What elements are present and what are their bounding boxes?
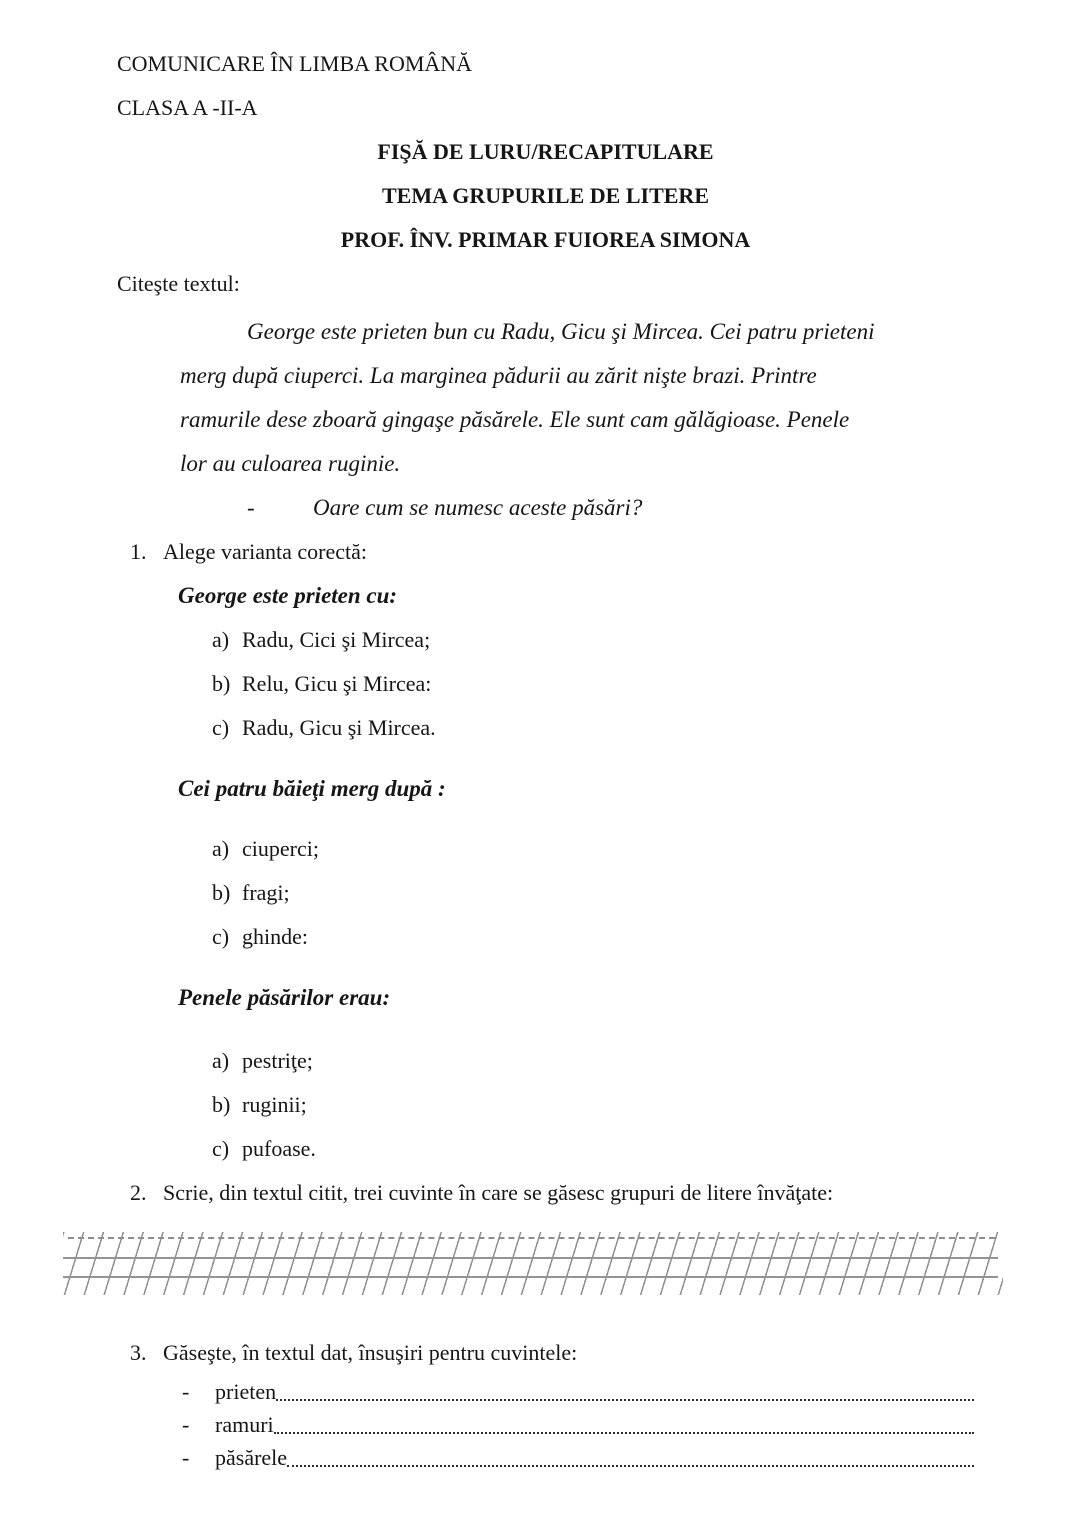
story-line: merg după ciuperci. La marginea pădurii au zărit nişte brazi. Printre bbox=[180, 363, 817, 388]
question-2-number: 2. bbox=[130, 1180, 147, 1205]
option-row bbox=[212, 1083, 974, 1127]
worksheet-topic: TEMA GRUPURILE DE LITERE bbox=[381, 183, 709, 208]
option-row bbox=[212, 618, 974, 662]
option-letter: b) bbox=[212, 1092, 231, 1117]
option-text: ciuperci; bbox=[242, 836, 319, 861]
handwriting-lines-area bbox=[63, 1232, 1003, 1295]
option-letter: c) bbox=[212, 715, 230, 740]
dialogue-text: Oare cum se numesc aceste păsări? bbox=[313, 495, 643, 520]
option-row bbox=[212, 662, 974, 706]
fill-in-word: păsărele bbox=[215, 1445, 288, 1470]
option-text: Radu, Gicu şi Mircea. bbox=[242, 715, 436, 740]
option-letter: c) bbox=[212, 924, 230, 949]
option-letter: b) bbox=[212, 671, 231, 696]
dialogue-dash: - bbox=[247, 495, 255, 520]
dotted-answer-line bbox=[287, 1465, 974, 1467]
fill-in-row bbox=[182, 1375, 974, 1408]
question-1 bbox=[117, 530, 974, 574]
fill-in-word: ramuri bbox=[215, 1412, 274, 1437]
class-label: CLASA A -II-A bbox=[117, 95, 258, 120]
question-3-number: 3. bbox=[130, 1340, 147, 1365]
option-text: ruginii; bbox=[242, 1092, 307, 1117]
teacher-name: PROF. ÎNV. PRIMAR FUIOREA SIMONA bbox=[340, 227, 751, 252]
question-3 bbox=[117, 1331, 974, 1375]
option-text: Radu, Cici şi Mircea; bbox=[242, 627, 431, 652]
story-line: ramurile dese zboară gingaşe păsărele. Ele sunt cam gălăgioase. Penele bbox=[180, 407, 850, 432]
fill-in-list bbox=[117, 1375, 974, 1474]
question-1-number: 1. bbox=[130, 539, 147, 564]
solid-guide-line bbox=[63, 1276, 998, 1278]
fill-in-word: prieten bbox=[215, 1379, 277, 1404]
option-text: fragi; bbox=[242, 880, 290, 905]
dotted-answer-line bbox=[276, 1399, 974, 1401]
question-3-text: Găseşte, în textul dat, însuşiri pentru cuvintele: bbox=[163, 1340, 578, 1365]
fill-in-dash: - bbox=[182, 1379, 190, 1404]
story-paragraph bbox=[180, 310, 974, 486]
option-text: ghinde: bbox=[242, 924, 308, 949]
fill-in-row bbox=[182, 1441, 974, 1474]
option-letter: c) bbox=[212, 1136, 230, 1161]
solid-guide-line bbox=[63, 1257, 998, 1259]
q1-subheading-purpose: Cei patru băieţi merg după : bbox=[178, 776, 446, 801]
option-letter: a) bbox=[212, 836, 230, 861]
question-2 bbox=[117, 1171, 974, 1215]
option-text: pestriţe; bbox=[242, 1048, 313, 1073]
option-row bbox=[212, 1127, 974, 1171]
option-letter: b) bbox=[212, 880, 231, 905]
q1-subheading-friends: George este prieten cu: bbox=[178, 583, 398, 608]
worksheet-title: FIŞĂ DE LURU/RECAPITULARE bbox=[377, 139, 714, 164]
q1-subheading-feathers: Penele păsărilor erau: bbox=[178, 985, 391, 1010]
read-text-label: Citeşte textul: bbox=[117, 271, 240, 296]
question-1-text: Alege varianta corectă: bbox=[163, 539, 367, 564]
story-line: George este prieten bun cu Radu, Gicu şi Mircea. Cei patru prieteni bbox=[247, 319, 875, 344]
dialogue-line bbox=[247, 486, 974, 530]
option-text: pufoase. bbox=[242, 1136, 316, 1161]
fill-in-row bbox=[182, 1408, 974, 1441]
option-letter: a) bbox=[212, 627, 230, 652]
option-row bbox=[212, 706, 974, 750]
dashed-guide-line bbox=[68, 1237, 995, 1239]
option-letter: a) bbox=[212, 1048, 230, 1073]
question-2-text: Scrie, din textul citit, trei cuvinte în care se găsesc grupuri de litere învăţate: bbox=[163, 1180, 834, 1205]
question-3-block bbox=[117, 1331, 974, 1474]
fill-in-dash: - bbox=[182, 1445, 190, 1470]
course-title: COMUNICARE ÎN LIMBA ROMÂNĂ bbox=[117, 51, 473, 76]
story-line: lor au culoarea ruginie. bbox=[180, 451, 401, 476]
option-row bbox=[212, 915, 974, 959]
option-row bbox=[212, 827, 974, 871]
option-text: Relu, Gicu şi Mircea: bbox=[242, 671, 432, 696]
fill-in-dash: - bbox=[182, 1412, 190, 1437]
dotted-answer-line bbox=[274, 1432, 974, 1434]
option-row bbox=[212, 1039, 974, 1083]
option-row bbox=[212, 871, 974, 915]
